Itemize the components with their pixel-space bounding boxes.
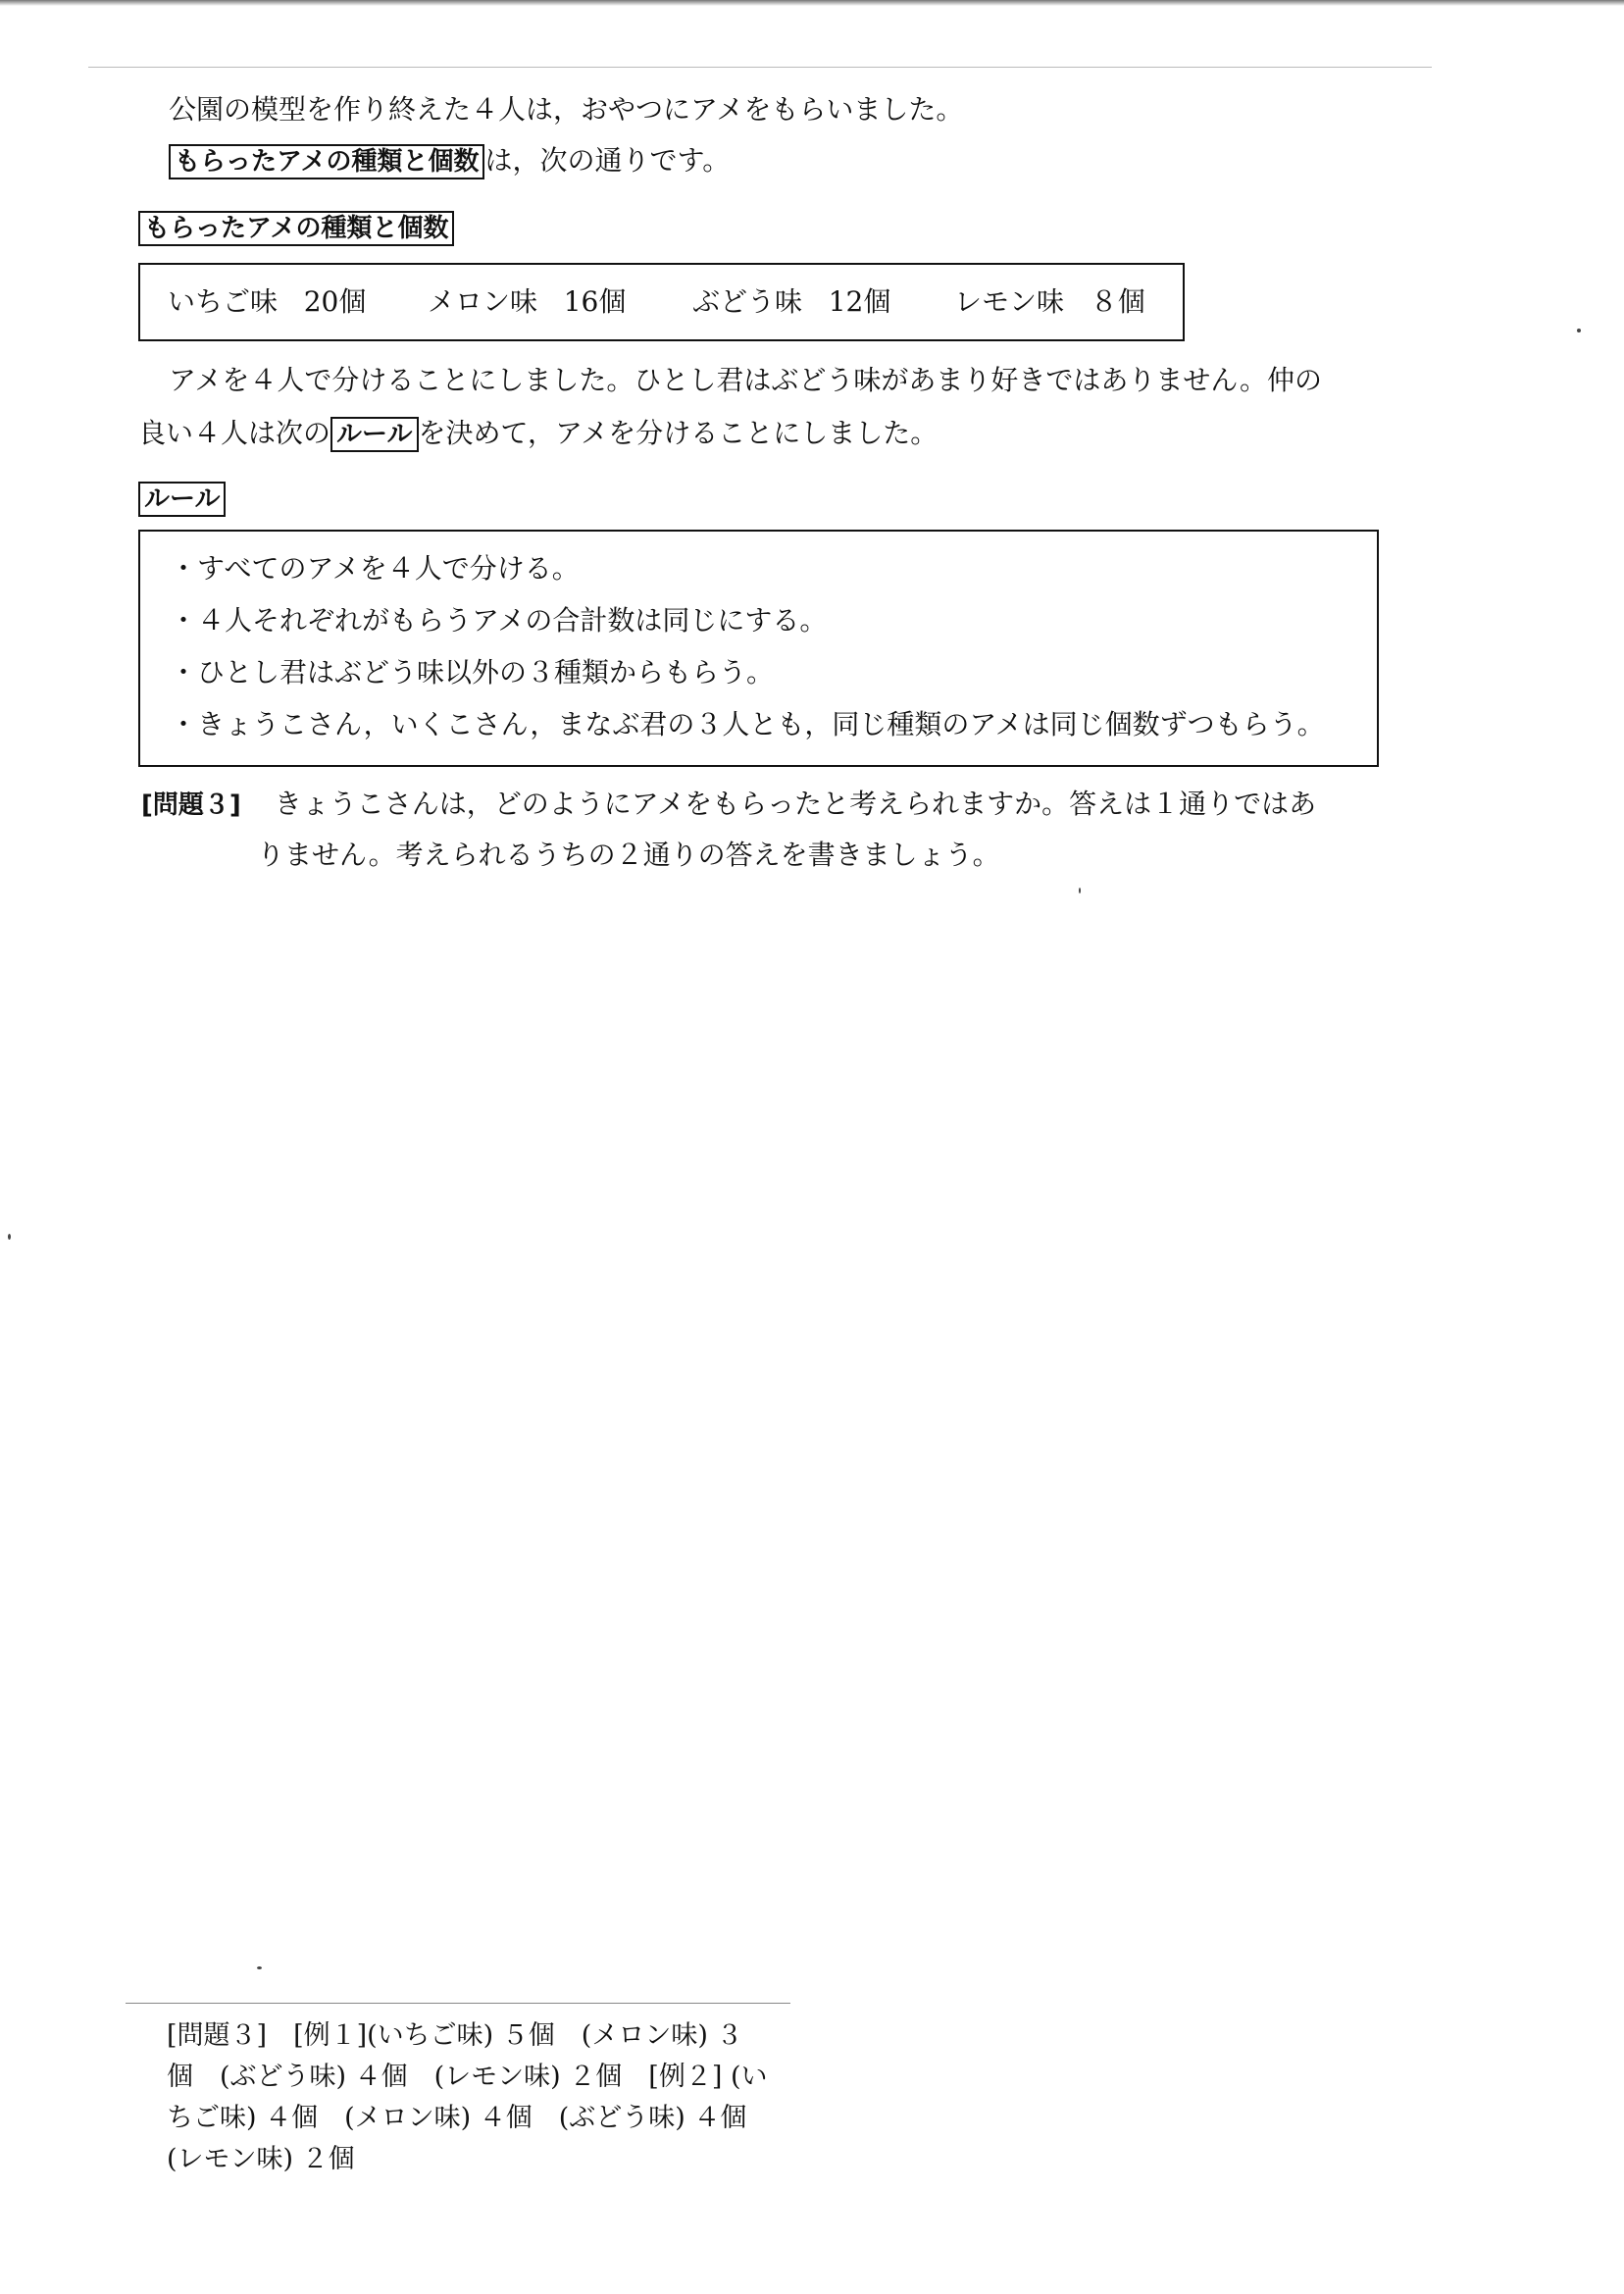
candy-item [692, 284, 890, 320]
scan-speck [8, 1234, 11, 1240]
story-line-2-post: を決めて，アメを分けることにしました。 [418, 417, 939, 449]
candy-count: 20個 [303, 285, 367, 318]
scan-speck [257, 1966, 262, 1969]
story-line-2 [138, 416, 938, 452]
candy-flavor: ぶどう味 [692, 285, 803, 318]
rule-item: ・ひとし君はぶどう味以外の３種類からもらう。 [170, 656, 775, 688]
scan-speck [1577, 329, 1581, 332]
answer-divider [126, 2003, 790, 2004]
question-line-2: りません。考えられるうちの２通りの答えを書きましょう。 [257, 839, 1000, 871]
story-line-1: アメを４人で分けることにしました。ひとし君はぶどう味があまり好きではありません。仲の [169, 364, 1323, 396]
answer-line: [問題３] [例１](いちご味) ５個 (メロン味) ３ [167, 2020, 743, 2051]
candy-item [954, 284, 1145, 320]
candy-flavor: いちご味 [168, 285, 279, 318]
story-line-2-pre: 良い４人は次の [138, 417, 331, 449]
candy-heading: もらったアメの種類と個数 [138, 211, 454, 246]
rule-item: ・４人それぞれがもらうアメの合計数は同じにする。 [170, 604, 828, 637]
intro-line-2 [169, 143, 730, 179]
candy-list-box [138, 263, 1185, 341]
candy-count: ８個 [1090, 285, 1145, 318]
candy-heading-row [138, 210, 454, 246]
rules-heading: ルール [138, 482, 226, 517]
candy-count: 16個 [563, 285, 627, 318]
candy-item [168, 284, 366, 320]
rules-box [138, 530, 1379, 767]
intro-line-1: 公園の模型を作り終えた４人は，おやつにアメをもらいました。 [169, 93, 964, 126]
answer-line: 個 (ぶどう味) ４個 (レモン味) ２個 [例２] (い [167, 2062, 768, 2092]
candy-flavor: レモン味 [954, 285, 1065, 318]
answer-line: (レモン味) ２個 [167, 2144, 355, 2174]
question-line-1 [141, 787, 1316, 823]
candy-flavor: メロン味 [428, 285, 538, 318]
rules-heading-row [138, 481, 226, 517]
candy-item [428, 284, 626, 320]
question-text-1: きょうこさんは，どのようにアメをもらったと考えられますか。答えは１通りではあ [274, 788, 1317, 820]
scan-edge [0, 0, 1624, 6]
top-rule [88, 67, 1432, 68]
scan-speck [1079, 888, 1081, 893]
answer-line: ちご味) ４個 (メロン味) ４個 (ぶどう味) ４個 [167, 2103, 747, 2133]
intro-line-2-rest: は，次の通りです。 [484, 144, 731, 177]
rule-item: ・きょうこさん，いくこさん，まなぶ君の３人とも，同じ種類のアメは同じ個数ずつもらう。 [170, 708, 1325, 740]
intro-candy-label: もらったアメの種類と個数 [169, 144, 484, 179]
rule-item: ・すべてのアメを４人で分ける。 [170, 552, 580, 585]
candy-count: 12個 [828, 285, 891, 318]
question-label: [問題３] [141, 790, 241, 820]
story-rule-label: ルール [330, 417, 418, 452]
